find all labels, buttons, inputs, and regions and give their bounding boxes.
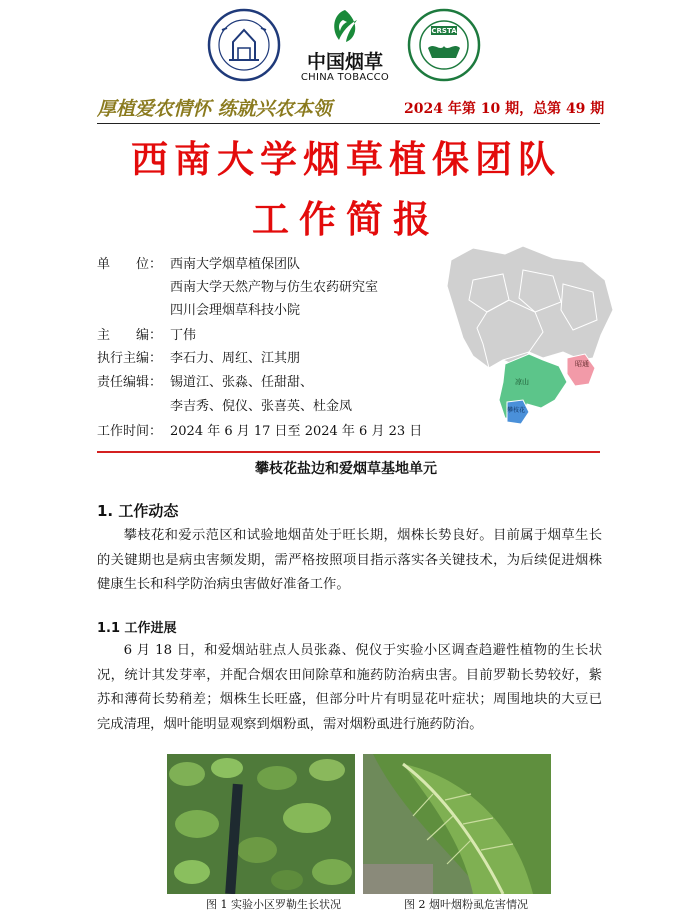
issue-number: 2024 年第 10 期，总第 49 期	[404, 101, 605, 117]
time-label: 工作时间：	[97, 424, 163, 439]
unit-title: 攀枝花盐边和爱烟草基地单元	[255, 461, 437, 477]
heading-work-dynamics: 1. 工作动态	[97, 502, 179, 520]
basil-photo	[167, 754, 355, 894]
header-rule	[97, 123, 600, 124]
figure-2-photo	[363, 754, 551, 894]
editor-label: 主 编：	[97, 328, 163, 343]
southwest-university-seal	[207, 8, 281, 82]
tobacco-leaf-icon	[329, 8, 361, 44]
time-value: 2024 年 6 月 17 日至 2024 年 6 月 23 日	[170, 424, 423, 439]
info-resp	[97, 372, 313, 394]
china-tobacco-logo	[300, 8, 390, 88]
info-unit-2	[97, 277, 378, 299]
info-unit-3	[97, 300, 300, 322]
info-exec	[97, 348, 300, 370]
report-subtitle: 工作简报	[252, 197, 440, 241]
resp-line-2: 李吉秀、倪仪、张喜英、杜金凤	[170, 399, 353, 414]
china-tobacco-cn: 中国烟草	[306, 51, 383, 73]
paragraph-progress: 6 月 18 日，和爱烟站驻点人员张淼、倪仪于实验小区调查趋避性植物的生长状况，统计其发芽率，并配合烟农田间除草和施药防治病虫害。目前罗勒长势较好，紫苏和薄荷长势稍差；烟株生长旺盛，但部分叶片有明显花叶症状；周围地块的大豆已完成清理，烟叶能明显观察到烟粉虱，需对烟粉虱进行施药防治。	[97, 643, 602, 732]
svg-text:CRSTA: CRSTA	[431, 27, 457, 35]
info-time	[97, 421, 422, 443]
sichuan-map	[443, 240, 618, 430]
crsta-seal	[407, 8, 481, 82]
resp-label: 责任编辑：	[97, 375, 163, 390]
report-title: 西南大学烟草植保团队	[131, 137, 561, 181]
figure-1-caption: 图 1 实验小区罗勒生长状况	[206, 898, 341, 911]
tobacco-leaf-photo	[363, 754, 551, 894]
section-rule	[97, 451, 600, 453]
info-unit	[97, 254, 300, 276]
exec-value: 李石力、周红、江其朋	[170, 351, 301, 366]
exec-label: 执行主编：	[97, 351, 163, 366]
heading-progress: 1.1 工作进展	[97, 621, 177, 636]
map-label-liangshan: 凉山	[515, 378, 529, 386]
china-tobacco-en: CHINA TOBACCO	[300, 72, 390, 83]
map-label-zhaotong: 昭通	[575, 360, 589, 368]
unit-line-3: 四川会理烟草科技小院	[170, 303, 301, 318]
map-label-panzhihua: 攀枝花	[507, 407, 526, 414]
unit-line-2: 西南大学天然产物与仿生农药研究室	[170, 280, 379, 295]
paragraph-dynamics: 攀枝花和爱示范区和试验地烟苗处于旺长期，烟株长势良好。目前属于烟草生长的关键期也是病虫害频发期，需严格按照项目指示落实各关键技术，为后续促进烟株健康生长和科学防治病虫害做好准备工作。	[97, 528, 602, 592]
figure-1-photo	[167, 754, 355, 894]
info-editor	[97, 325, 196, 347]
info-resp-2	[97, 396, 352, 418]
logo-row	[0, 8, 692, 88]
editor-value: 丁伟	[170, 328, 197, 343]
figure-2-caption: 图 2 烟叶烟粉虱危害情况	[404, 898, 528, 911]
motto: 厚植爱农情怀 练就兴农本领	[97, 98, 332, 120]
unit-line-1: 西南大学烟草植保团队	[170, 257, 301, 272]
unit-label: 单 位：	[97, 257, 163, 272]
resp-line-1: 锡道江、张淼、任甜甜、	[170, 375, 314, 390]
